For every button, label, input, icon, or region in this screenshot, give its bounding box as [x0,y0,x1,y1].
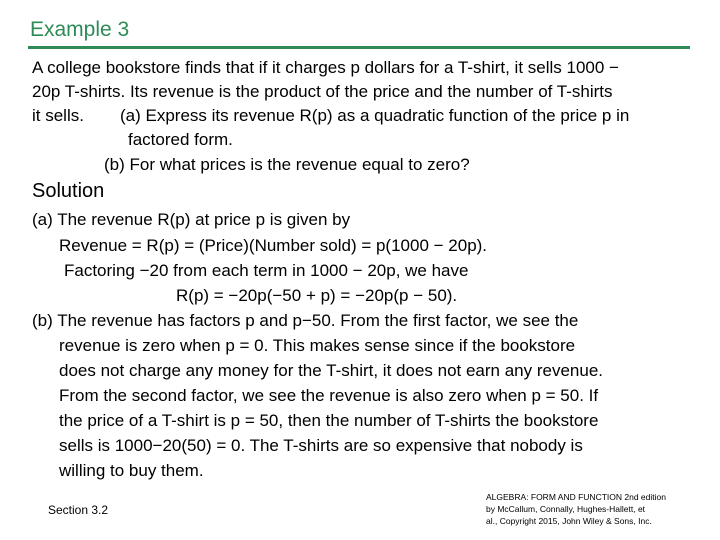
credit-line-3: al., Copyright 2015, John Wiley & Sons, Inc. [486,516,652,526]
solution-b-line-7: willing to buy them. [59,461,204,480]
problem-part-b: (b) For what prices is the revenue equal to zero? [104,155,470,174]
solution-a-line-2: Revenue = R(p) = (Price)(Number sold) = p(1000 − 20p). [59,236,488,255]
section-label: Section 3.2 [48,503,109,517]
copyright-credit [486,491,706,527]
solution-b-line-1: (b) The revenue has factors p and p−50. From the first factor, we see the [32,311,579,330]
credit-line-1: ALGEBRA: FORM AND FUNCTION 2nd edition [486,492,666,502]
title-underline [28,46,690,49]
slide-title: Example 3 [30,18,130,41]
solution-b-line-6: sells is 1000−20(50) = 0. The T-shirts are so expensive that nobody is [59,436,583,455]
problem-line-3a: it sells. [32,106,84,125]
solution-b-line-2: revenue is zero when p = 0. This makes sense since if the bookstore [59,336,576,355]
problem-line-1: A college bookstore finds that if it charges p dollars for a T-shirt, it sells 1000 − [32,58,619,77]
credit-line-2: by McCallum, Connally, Hughes-Hallett, et [486,504,646,514]
solution-a-line-1: (a) The revenue R(p) at price p is given by [32,210,351,229]
problem-line-4: factored form. [128,130,233,149]
solution-a-equation: R(p) = −20p(−50 + p) = −20p(p − 50). [176,286,458,305]
solution-b-line-5: the price of a T-shirt is p = 50, then the number of T-shirts the bookstore [59,411,599,430]
solution-b-line-4: From the second factor, we see the revenue is also zero when p = 50. If [59,386,599,405]
solution-b-line-3: does not charge any money for the T-shirt, it does not earn any revenue. [59,361,604,380]
problem-line-2: 20p T-shirts. Its revenue is the product of the price and the number of T-shirts [32,82,613,101]
solution-heading: Solution [32,180,105,202]
solution-a-line-3: Factoring −20 from each term in 1000 − 20p, we have [64,261,469,280]
problem-part-a: (a) Express its revenue R(p) as a quadratic function of the price p in [120,106,630,125]
